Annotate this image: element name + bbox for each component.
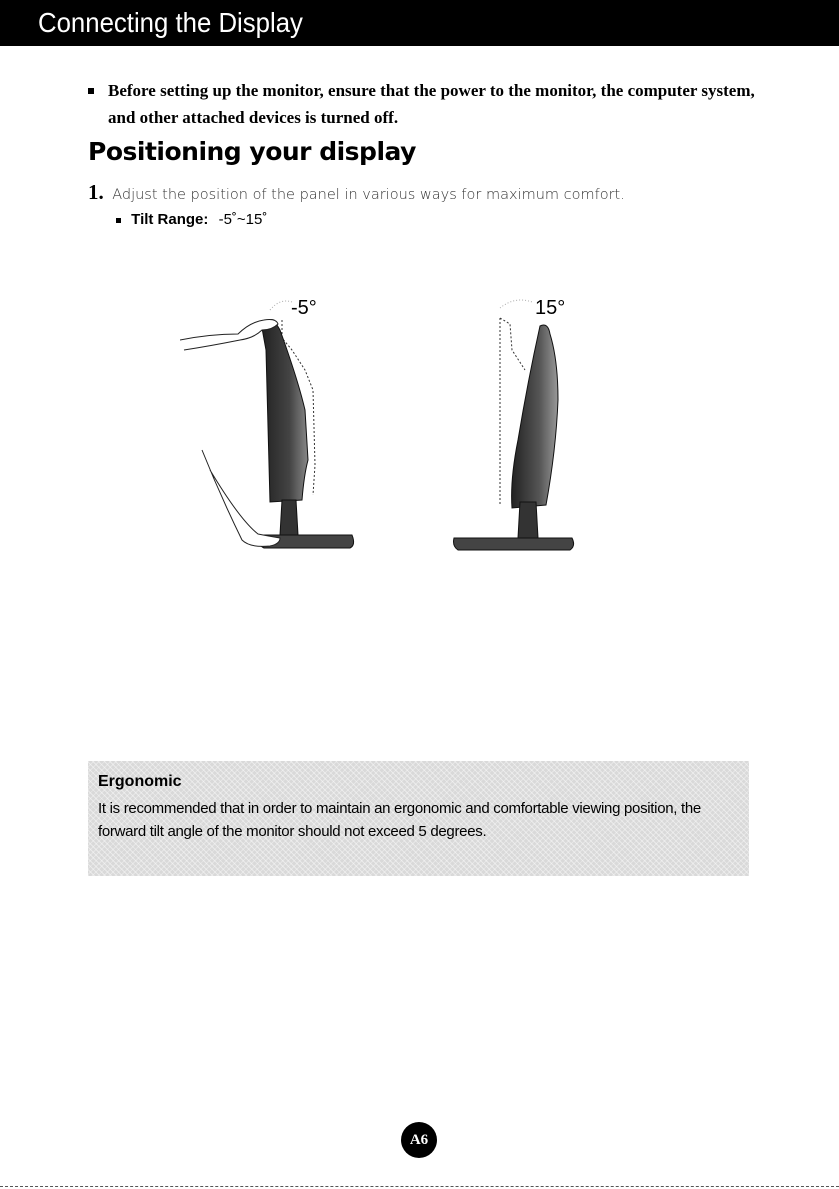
section-title: Positioning your display (88, 137, 416, 166)
page-title: Connecting the Display (38, 7, 303, 38)
bullet-icon (88, 88, 94, 94)
tilt-range (116, 211, 267, 228)
ergonomic-note (88, 761, 749, 876)
monitor-tilt-forward-illustration (440, 290, 600, 555)
tilt-range-value: -5˚~15˚ (218, 211, 268, 228)
power-warning-text: Before setting up the monitor, ensure that the power to the monitor, the computer system, and other attached devices is turned off. (108, 81, 755, 127)
step-1 (88, 180, 625, 205)
step-text: Adjust the position of the panel in various ways for maximum comfort. (112, 187, 625, 203)
tilt-forward-angle-label: 15° (535, 297, 566, 319)
bullet-icon (116, 218, 121, 223)
ergonomic-body: It is recommended that in order to maintain an ergonomic and comfortable viewing position, the forward tilt angle of the monitor should not exceed 5 degrees. (98, 800, 701, 840)
step-number: 1. (88, 180, 104, 204)
header-bar (0, 0, 839, 46)
monitor-tilt-back-illustration (180, 290, 380, 555)
page-number-badge: A6 (401, 1122, 437, 1158)
tilt-range-label: Tilt Range: (131, 211, 209, 228)
power-warning (88, 77, 768, 131)
tilt-back-angle-label: -5° (291, 297, 317, 319)
page-bottom-divider (0, 1186, 839, 1187)
ergonomic-title: Ergonomic (98, 773, 182, 790)
